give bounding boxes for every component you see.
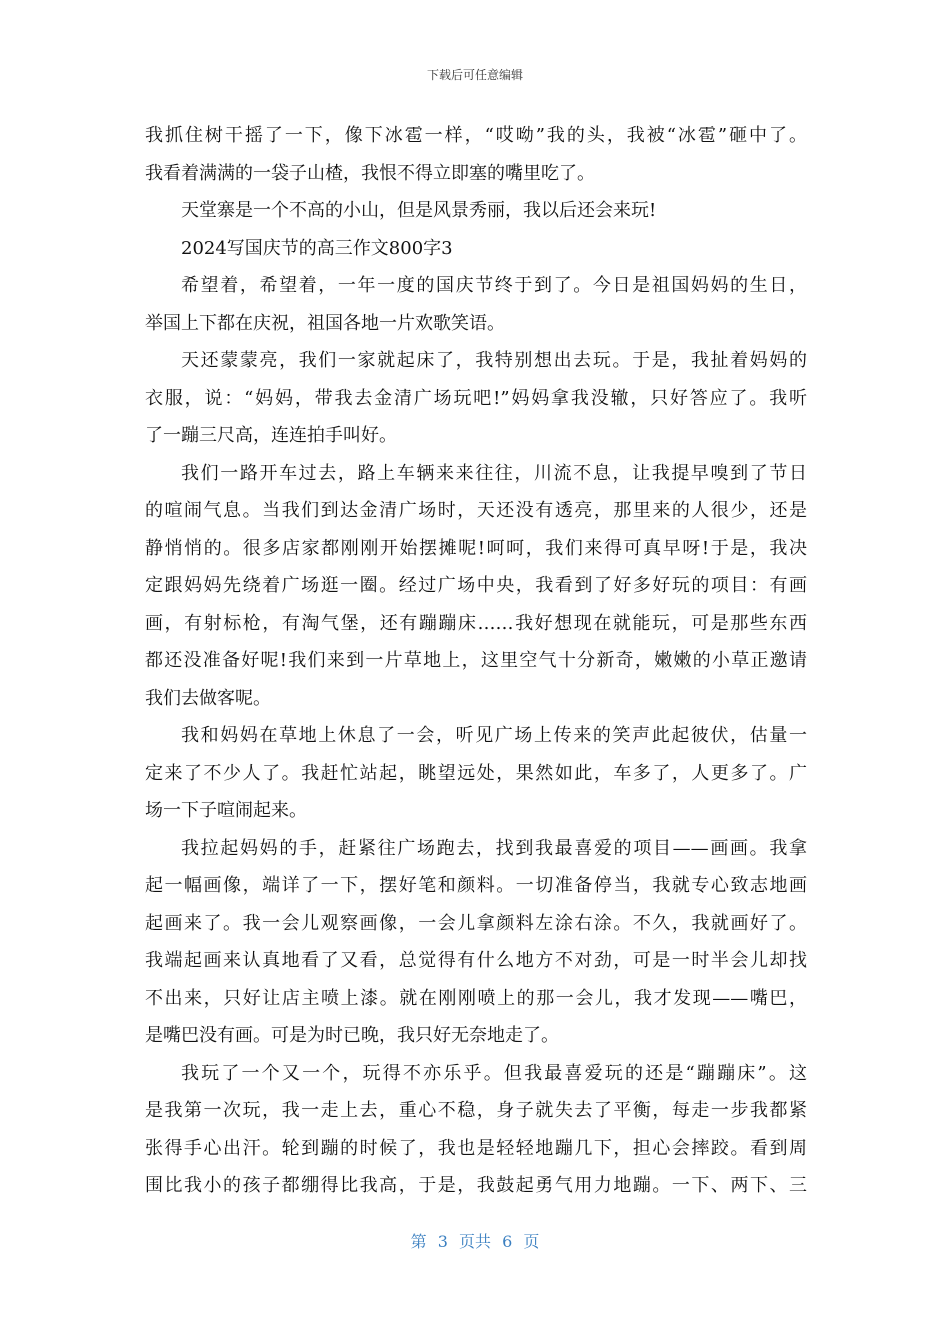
text-line: 天堂寨是一个不高的小山，但是风景秀丽，我以后还会来玩! [181,200,657,221]
text-line: 是我第一次玩，我一走上去，重心不稳，身子就失去了平衡，每走一步我都紧 [145,1100,807,1121]
text-line: 围比我小的孩子都绷得比我高，于是，我鼓起勇气用力地蹦。一下、两下、三 [145,1175,807,1196]
text-line: 我们去做客呢。 [145,687,271,709]
text-line: 希望着，希望着，一年一度的国庆节终于到了。今日是祖国妈妈的生日， [181,275,807,296]
text-line: 起画来了。我一会儿观察画像，一会儿拿颜料左涂右涂。不久，我就画好了。 [145,912,807,934]
text-line: 我们一路开车过去，路上车辆来来往往，川流不息，让我提早嗅到了节日 [181,462,807,484]
text-line: 我拉起妈妈的手，赶紧往广场跑去，找到我最喜爱的项目——画画。我拿 [181,837,807,859]
text-line: 张得手心出汗。轮到蹦的时候了，我也是轻轻地蹦几下，担心会摔跤。看到周 [145,1137,807,1159]
text-line: 画，有射标枪，有淘气堡，还有蹦蹦床……我好想现在就能玩，可是那些东西 [145,612,807,634]
page-header: 下载后可任意编辑 [426,68,523,82]
text-line: 起一幅画像，端详了一下，摆好笔和颜料。一切准备停当，我就专心致志地画 [145,875,807,896]
text-line: 我和妈妈在草地上休息了一会，听见广场上传来的笑声此起彼伏，估量一 [181,725,807,746]
text-line: 衣服，说：“妈妈，带我去金清广场玩吧!”妈妈拿我没辙，只好答应了。我听 [145,387,807,409]
page-footer: 第 3 页共 6 页 [410,1232,540,1251]
text-line: 是嘴巴没有画。可是为时已晚，我只好无奈地走了。 [145,1025,559,1046]
text-line: 举国上下都在庆祝，祖国各地一片欢歌笑语。 [145,312,505,334]
text-line: 我玩了一个又一个，玩得不亦乐乎。但我最喜爱玩的还是“蹦蹦床”。这 [181,1062,807,1084]
text-line: 我端起画来认真地看了又看，总觉得有什么地方不对劲，可是一时半会儿却找 [145,950,807,971]
text-line: 2024写国庆节的高三作文800字3 [181,237,453,259]
text-line: 我看着满满的一袋子山楂，我恨不得立即塞的嘴里吃了。 [145,162,595,184]
text-line: 定跟妈妈先绕着广场逛一圈。经过广场中央，我看到了好多好玩的项目：有画 [145,575,807,596]
text-line: 不出来，只好让店主喷上漆。就在刚刚喷上的那一会儿，我才发现——嘴巴， [145,987,807,1009]
document-body [145,117,807,1205]
text-line: 静悄悄的。很多店家都刚刚开始摆摊呢!呵呵，我们来得可真早呀!于是，我决 [145,537,807,559]
text-line: 场一下子喧闹起来。 [145,800,307,821]
text-line: 的喧闹气息。当我们到达金清广场时，天还没有透亮，那里来的人很少，还是 [145,500,807,521]
text-line: 我抓住树干摇了一下，像下冰雹一样，“哎呦”我的头，我被“冰雹”砸中了。 [145,125,807,146]
text-line: 都还没准备好呢!我们来到一片草地上，这里空气十分新奇，嫩嫩的小草正邀请 [145,650,807,671]
text-line: 定来了不少人了。我赶忙站起，眺望远处，果然如此，车多了，人更多了。广 [145,762,807,784]
text-line: 了一蹦三尺高，连连拍手叫好。 [145,425,397,446]
text-line: 天还蒙蒙亮，我们一家就起床了，我特别想出去玩。于是，我扯着妈妈的 [181,350,807,371]
